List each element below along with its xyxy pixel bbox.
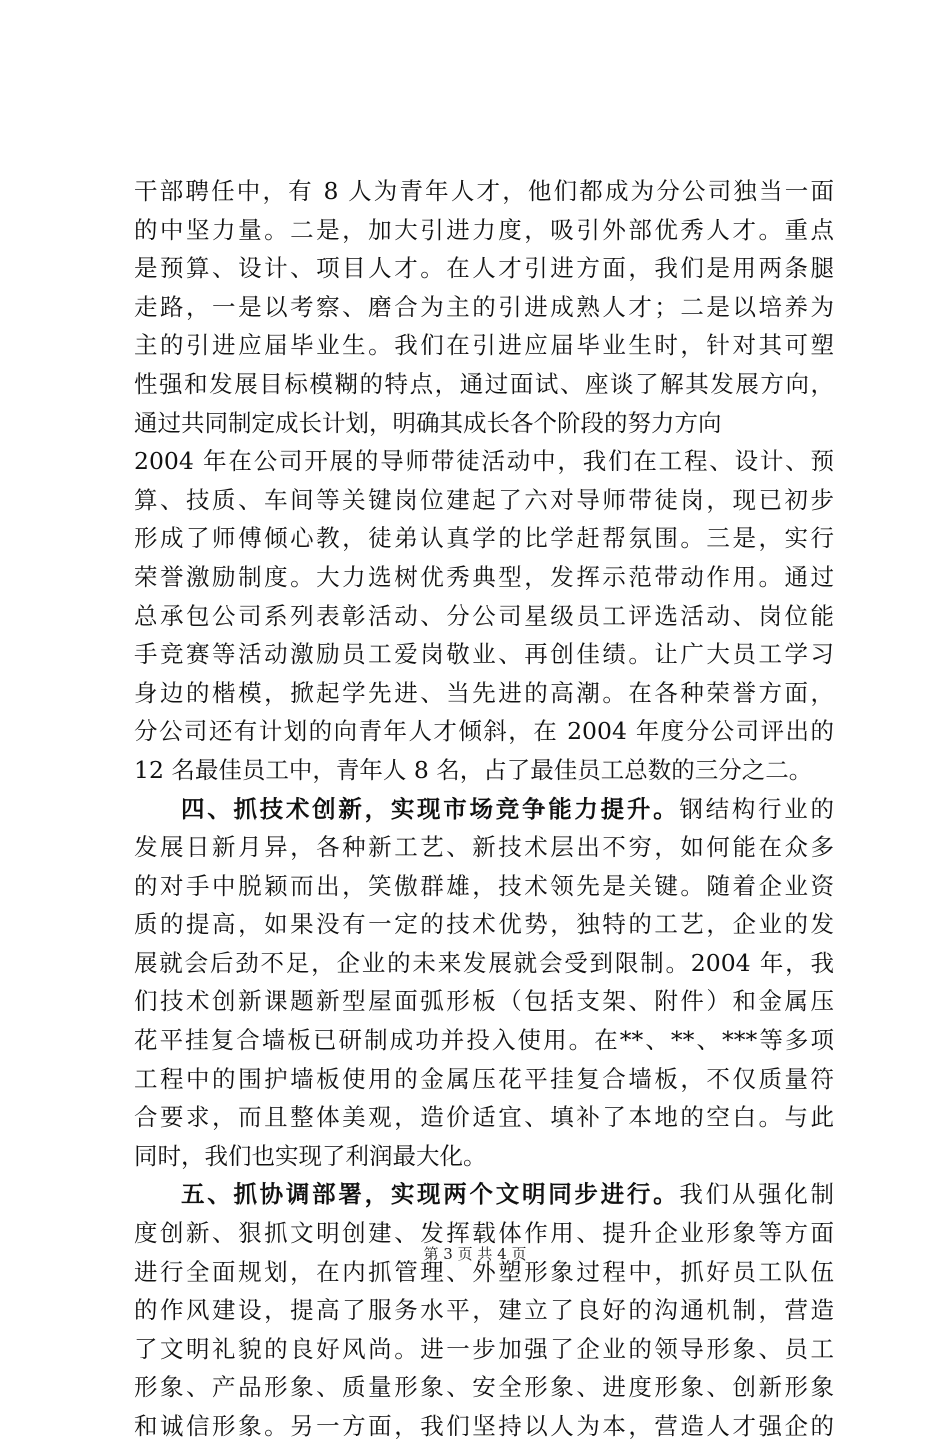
paragraph-talent bbox=[134, 172, 834, 790]
text-line: 质的提高，如果没有一定的技术优势，独特的工艺，企业的发 bbox=[134, 910, 834, 939]
text-line: 进行全面规划，在内抓管理、外塑形象过程中，抓好员工队伍 bbox=[134, 1257, 834, 1286]
page-number: 第 3 页 共 4 页 bbox=[423, 1245, 527, 1263]
section-coordination bbox=[134, 1175, 834, 1445]
page-footer bbox=[0, 1243, 950, 1264]
text-fragment: 钢结构行业的 bbox=[679, 794, 835, 823]
text-line: 干部聘任中，有 8 人为青年人才，他们都成为分公司独当一面 bbox=[134, 177, 834, 205]
text-line: 展就会后劲不足，企业的未来发展就会受到限制。2004 年，我 bbox=[134, 948, 834, 977]
section-tech-innovation bbox=[134, 790, 834, 1176]
section-heading: 五、抓协调部署，实现两个文明同步进行。 bbox=[181, 1180, 680, 1209]
text-line: 了文明礼貌的良好风尚。进一步加强了企业的领导形象、员工 bbox=[134, 1334, 834, 1363]
text-line: 性强和发展目标模糊的特点，通过面试、座谈了解其发展方向， bbox=[134, 369, 834, 398]
text-line: 形成了师傅倾心教，徒弟认真学的比学赶帮氛围。三是，实行 bbox=[134, 524, 834, 553]
text-line: 是预算、设计、项目人才。在人才引进方面，我们是用两条腿 bbox=[134, 254, 834, 283]
text-line: 形象、产品形象、质量形象、安全形象、进度形象、创新形象 bbox=[134, 1373, 834, 1402]
section-heading: 四、抓技术创新，实现市场竞争能力提升。 bbox=[181, 794, 680, 823]
text-line: 通过共同制定成长计划，明确其成长各个阶段的努力方向 bbox=[134, 408, 722, 437]
text-line: 荣誉激励制度。大力选树优秀典型，发挥示范带动作用。通过 bbox=[134, 562, 834, 591]
text-fragment: 我们从强化制 bbox=[679, 1180, 835, 1209]
text-line: 主的引进应届毕业生。我们在引进应届毕业生时，针对其可塑 bbox=[134, 331, 834, 360]
text-line: 12 名最佳员工中，青年人 8 名，占了最佳员工总数的三分之二。 bbox=[134, 755, 813, 784]
text-line: 身边的楷模，掀起学先进、当先进的高潮。在各种荣誉方面， bbox=[134, 678, 834, 707]
text-line: 的作风建设，提高了服务水平，建立了良好的沟通机制，营造 bbox=[134, 1296, 834, 1325]
text-line: 花平挂复合墙板已研制成功并投入使用。在**、**、***等多项 bbox=[134, 1026, 834, 1055]
text-line: 发展日新月异，各种新工艺、新技术层出不穷，如何能在众多 bbox=[134, 833, 834, 862]
text-line: 走路，一是以考察、磨合为主的引进成熟人才；二是以培养为 bbox=[134, 292, 834, 321]
text-line: 和诚信形象。另一方面，我们坚持以人为本，营造人才强企的 bbox=[134, 1412, 834, 1440]
text-line: 们技术创新课题新型屋面弧形板（包括支架、附件）和金属压 bbox=[134, 987, 834, 1016]
text-line: 的对手中脱颖而出，笑傲群雄，技术领先是关键。随着企业资 bbox=[134, 871, 834, 900]
text-line: 度创新、狠抓文明创建、发挥载体作用、提升企业形象等方面 bbox=[134, 1219, 834, 1248]
text-line: 算、技质、车间等关键岗位建起了六对导师带徒岗，现已初步 bbox=[134, 485, 834, 514]
text-line: 工程中的围护墙板使用的金属压花平挂复合墙板，不仅质量符 bbox=[134, 1064, 834, 1093]
section-heading-line bbox=[134, 790, 834, 829]
text-line: 分公司还有计划的向青年人才倾斜，在 2004 年度分公司评出的 bbox=[134, 717, 834, 746]
text-line: 总承包公司系列表彰活动、分公司星级员工评选活动、岗位能 bbox=[134, 601, 834, 630]
text-line: 合要求，而且整体美观，造价适宜、填补了本地的空白。与此 bbox=[134, 1103, 834, 1132]
text-line: 的中坚力量。二是，加大引进力度，吸引外部优秀人才。重点 bbox=[134, 215, 834, 244]
text-line: 2004 年在公司开展的导师带徒活动中，我们在工程、设计、预 bbox=[134, 447, 834, 476]
text-line: 手竞赛等活动激励员工爱岗敬业、再创佳绩。让广大员工学习 bbox=[134, 640, 834, 669]
text-line: 同时，我们也实现了利润最大化。 bbox=[134, 1141, 487, 1170]
section-heading-line bbox=[134, 1175, 834, 1214]
